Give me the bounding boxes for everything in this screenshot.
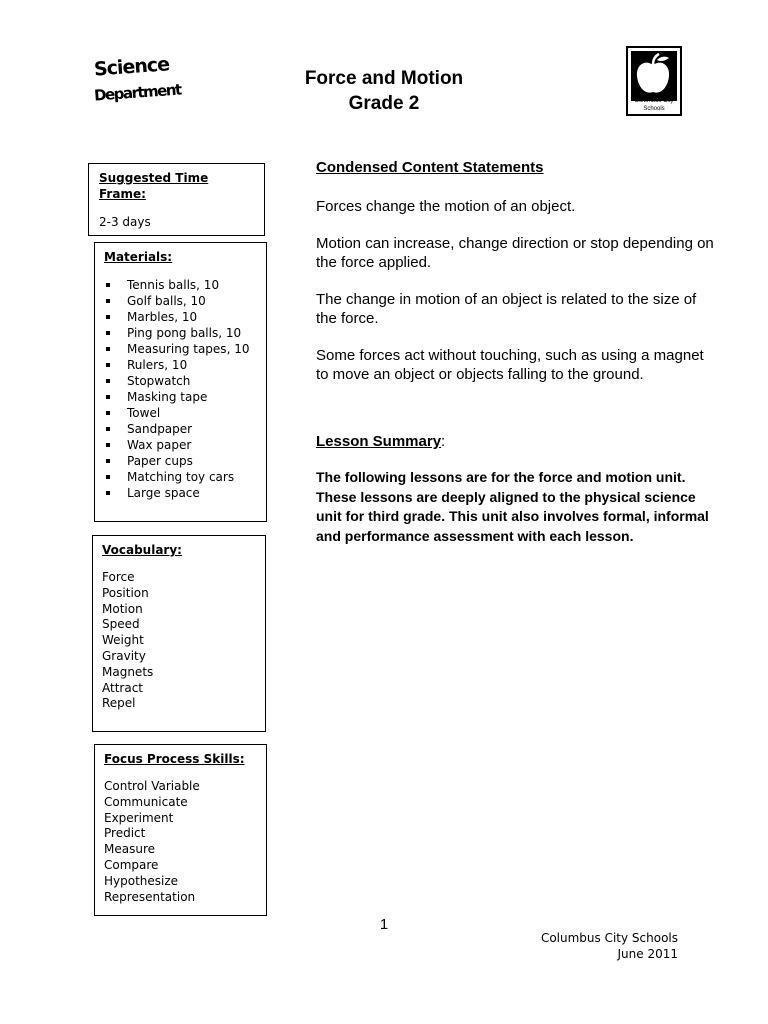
vocabulary-box	[92, 535, 266, 732]
lesson-summary-text: The following lessons are for the force and motion unit. These lessons are deeply aligned to the physical science unit for third grade. This unit also involves formal, informal and performance assessment with each lesson.	[316, 469, 709, 544]
lesson-summary-heading	[316, 432, 716, 451]
list-item: Large space	[104, 485, 257, 501]
columbus-city-schools-logo	[626, 46, 682, 116]
list-item: Matching toy cars	[104, 469, 257, 485]
footer	[510, 930, 678, 962]
list-item: Stopwatch	[104, 373, 257, 389]
list-item: Rulers, 10	[104, 357, 257, 373]
list-item: Compare	[104, 857, 159, 872]
science-department-logo	[93, 52, 182, 122]
list-item: Wax paper	[104, 437, 257, 453]
materials-list	[104, 277, 257, 501]
list-item: Paper cups	[104, 453, 257, 469]
process-skills-list	[104, 779, 257, 905]
logo-line-2: Department	[93, 80, 182, 105]
main-content	[316, 158, 716, 546]
logo-line-1: Science	[93, 53, 170, 81]
vocabulary-heading: Vocabulary:	[102, 543, 182, 557]
content-statement: The change in motion of an object is related to the size of the force.	[316, 291, 697, 327]
list-item: Predict	[104, 826, 146, 841]
badge-caption: Columbus City Schools	[634, 98, 674, 112]
list-item: Communicate	[104, 794, 188, 809]
materials-heading: Materials:	[104, 250, 173, 264]
time-frame-heading: Suggested Time Frame:	[99, 171, 209, 201]
list-item: Force	[102, 570, 135, 584]
vocabulary-list	[102, 570, 256, 712]
list-item: Sandpaper	[104, 421, 257, 437]
title-line-2: Grade 2	[348, 93, 420, 114]
list-item: Repel	[102, 696, 136, 711]
list-item: Hypothesize	[104, 873, 179, 888]
list-item: Position	[102, 585, 149, 600]
content-statements-heading: Condensed Content Statements	[316, 159, 544, 176]
list-item: Tennis balls, 10	[104, 277, 257, 293]
list-item: Control Variable	[104, 779, 200, 793]
title-line-1: Force and Motion	[304, 68, 464, 89]
process-skills-box	[94, 744, 267, 916]
apple-icon	[631, 51, 677, 101]
list-item: Masking tape	[104, 389, 257, 405]
list-item: Speed	[102, 617, 140, 632]
list-item: Towel	[104, 405, 257, 421]
list-item: Experiment	[104, 810, 174, 825]
footer-org: Columbus City Schools	[540, 931, 678, 945]
list-item: Attract	[102, 680, 143, 695]
page-title	[270, 66, 498, 116]
list-item: Golf balls, 10	[104, 293, 257, 309]
time-frame-value: 2-3 days	[99, 215, 151, 229]
list-item: Motion	[102, 601, 143, 616]
content-statement: Forces change the motion of an object.	[316, 198, 576, 215]
list-item: Magnets	[102, 664, 154, 679]
process-skills-heading: Focus Process Skills:	[104, 752, 245, 766]
time-frame-box	[88, 163, 265, 236]
list-item: Measuring tapes, 10	[104, 341, 257, 357]
content-statement: Some forces act without touching, such as using a magnet to move an object or objects falling to the ground.	[316, 347, 704, 383]
page-number: 1	[379, 916, 389, 933]
list-item: Gravity	[102, 648, 146, 663]
list-item: Measure	[104, 842, 155, 857]
footer-date: June 2011	[617, 947, 678, 961]
content-statement: Motion can increase, change direction or stop depending on the force applied.	[316, 235, 714, 271]
list-item: Representation	[104, 889, 196, 904]
materials-box	[94, 242, 267, 522]
lesson-summary-colon: :	[441, 433, 446, 450]
lesson-summary-heading-text: Lesson Summary	[316, 433, 442, 450]
list-item: Marbles, 10	[104, 309, 257, 325]
list-item: Ping pong balls, 10	[104, 325, 257, 341]
list-item: Weight	[102, 633, 144, 648]
